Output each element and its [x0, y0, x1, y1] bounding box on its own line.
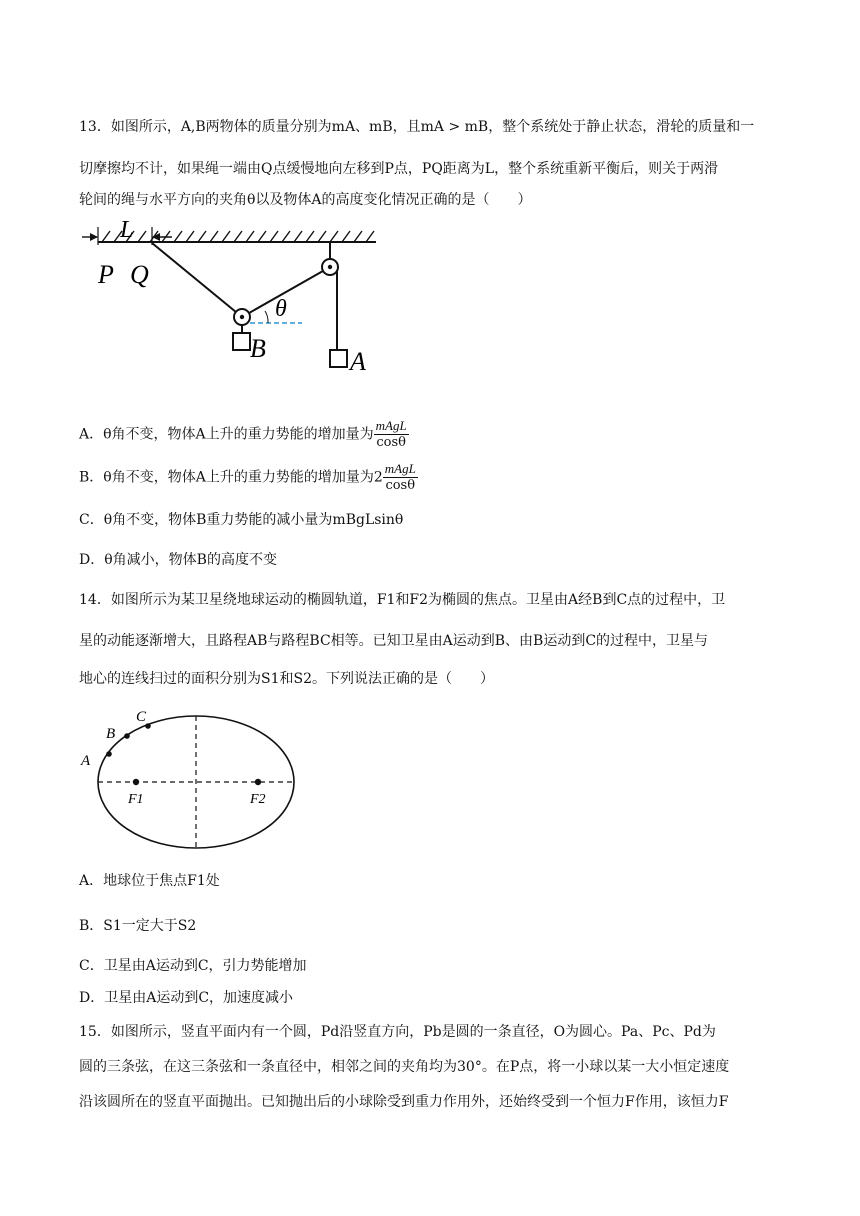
q14-line1: 14．如图所示为某卫星绕地球运动的椭圆轨道，F1和F2为椭圆的焦点。卫星由A经B到C点的过程中，卫 [79, 592, 726, 608]
q14-option-b[interactable]: B．S1一定大于S2 [79, 918, 197, 934]
q14-ellipse-figure [78, 705, 303, 860]
q13-option-b-fraction [383, 461, 418, 494]
q14-line3: 地心的连线扫过的面积分别为S1和S2。下列说法正确的是（ ） [79, 671, 494, 687]
q13-option-a-numerator: mAgL [375, 418, 407, 433]
q13-option-a-text: A．θ角不变，物体A上升的重力势能的增加量为 [79, 426, 374, 443]
q13-option-a[interactable] [79, 418, 409, 451]
fig14-label-C: C [136, 709, 147, 725]
q13-line3: 轮间的绳与水平方向的夹角θ以及物体A的高度变化情况正确的是（ ） [79, 192, 532, 208]
q13-option-d[interactable]: D．θ角减小，物体B的高度不变 [79, 552, 277, 568]
q13-option-b-numerator: mAgL [384, 461, 416, 476]
q15-line3: 沿该圆所在的竖直平面抛出。已知抛出后的小球除受到重力作用外，还始终受到一个恒力F作用，该恒力F [79, 1094, 729, 1110]
q15-line2: 圆的三条弦，在这三条弦和一条直径中，相邻之间的夹角均为30°。在P点，将一小球以某一大小恒定速度 [79, 1059, 730, 1075]
q15-line1: 15．如图所示，竖直平面内有一个圆，Pd沿竖直方向，Pb是圆的一条直径，O为圆心。Pa、Pc、Pd为 [79, 1024, 716, 1040]
q14-line2: 星的动能逐渐增大，且路程AB与路程BC相等。已知卫星由A运动到B、由B运动到C的过程中，卫星与 [79, 633, 709, 649]
fig14-label-A: A [81, 753, 91, 769]
q13-option-b-denominator: cosθ [385, 478, 416, 493]
fig13-label-L: L [120, 217, 134, 243]
q13-pulley-figure [80, 215, 380, 380]
fig14-label-F1: F1 [128, 792, 144, 807]
fig14-label-F2: F2 [250, 792, 266, 807]
fig13-label-A: A [350, 347, 366, 376]
q13-option-b-text: B．θ角不变，物体A上升的重力势能的增加量为2 [79, 469, 383, 486]
fig13-label-P: P [98, 260, 114, 289]
fig13-label-theta: θ [275, 296, 287, 322]
fig14-label-B: B [106, 726, 116, 742]
q13-option-a-fraction [374, 418, 409, 451]
q13-line1: 13．如图所示，A,B两物体的质量分别为mA、mB，且mA > mB，整个系统处于静止状态，滑轮的质量和一 [79, 119, 755, 135]
fig13-label-Q: Q [130, 260, 149, 289]
q14-option-a[interactable]: A．地球位于焦点F1处 [79, 873, 220, 889]
q13-option-a-denominator: cosθ [376, 435, 406, 450]
q14-option-c[interactable]: C．卫星由A运动到C，引力势能增加 [79, 958, 307, 974]
q13-line2: 切摩擦均不计，如果绳一端由Q点缓慢地向左移到P点，PQ距离为L，整个系统重新平衡后，则关于两滑 [79, 161, 719, 177]
q13-option-c[interactable]: C．θ角不变，物体B重力势能的减小量为mBgLsinθ [79, 512, 404, 528]
fig13-label-B: B [250, 334, 266, 363]
q14-option-d[interactable]: D．卫星由A运动到C，加速度减小 [79, 990, 294, 1006]
q13-option-b[interactable] [79, 461, 418, 494]
